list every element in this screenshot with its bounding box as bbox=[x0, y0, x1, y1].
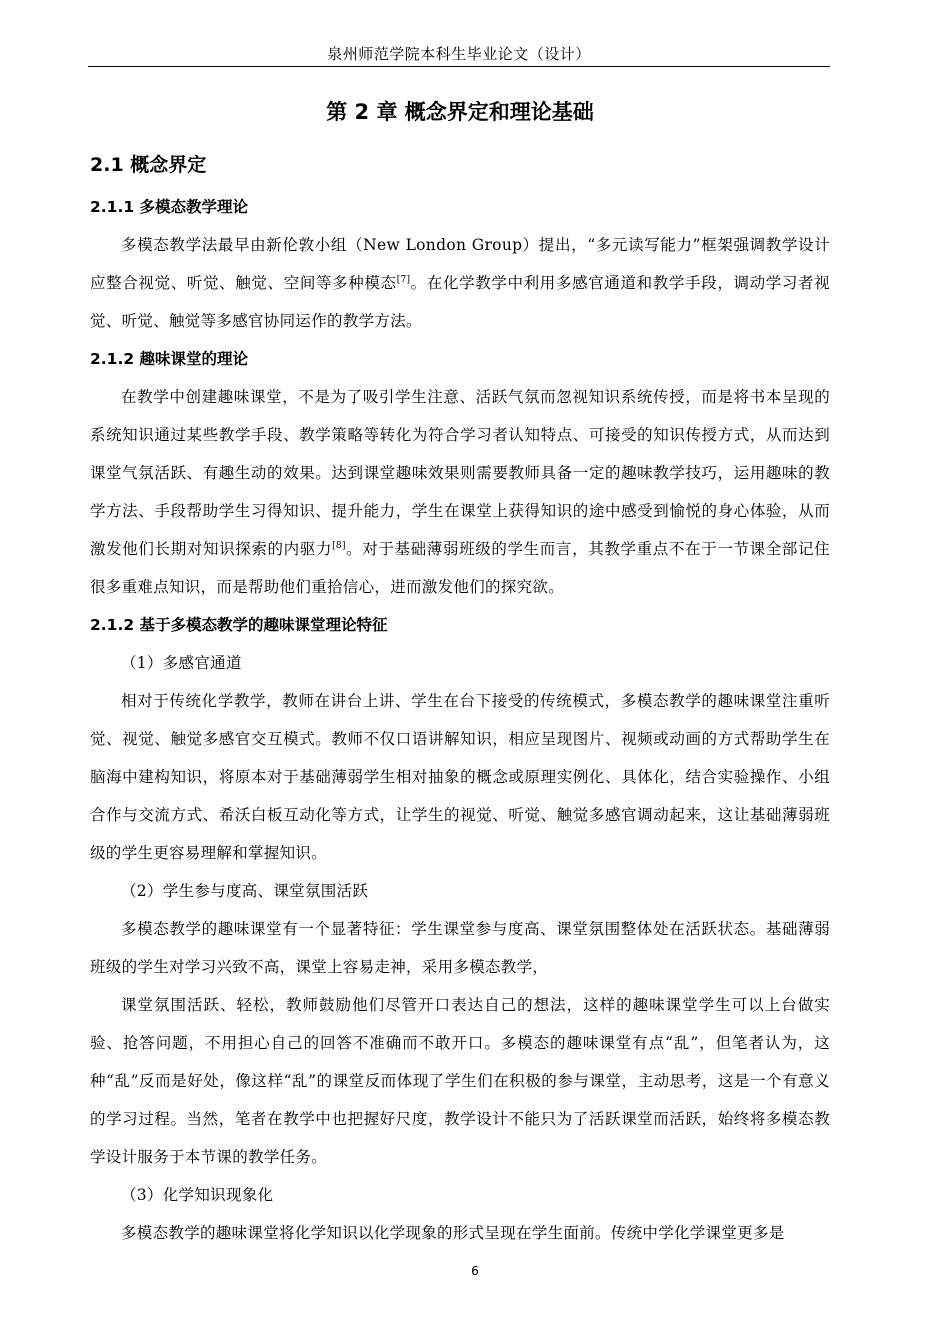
section-heading-2-1: 2.1 概念界定 bbox=[90, 154, 207, 176]
paragraph-text: 多模态教学法最早由新伦敦小组（New London Group）提出，“多元读写能力”框架强调教学设计应整合视觉、听觉、触觉、空间等多种模态 bbox=[90, 236, 830, 292]
paragraph-text: 。对于基础薄弱班级的学生而言，其教学重点不在于一节课全部记住很多重难点知识，而是帮助他们重拾信心，进而激发他们的探究欲。 bbox=[90, 540, 830, 596]
list-item-heading: （1）多感官通道 bbox=[121, 654, 242, 672]
paragraph bbox=[90, 378, 830, 606]
paragraph: 相对于传统化学教学，教师在讲台上讲、学生在台下接受的传统模式，多模态教学的趣味课堂注重听觉、视觉、触觉多感官交互模式。教师不仅口语讲解知识，相应呈现图片、视频或动画的方式帮助学生在脑海中建构知识，将原本对于基础薄弱学生相对抽象的概念或原理实例化、具体化，结合实验操作、小组合作与交流方式、希沃白板互动化等方式，让学生的视觉、听觉、触觉多感官调动起来，这让基础薄弱班级的学生更容易理解和掌握知识。 bbox=[90, 692, 830, 862]
paragraph: 多模态教学的趣味课堂有一个显著特征：学生课堂参与度高、课堂氛围整体处在活跃状态。基础薄弱班级的学生对学习兴致不高，课堂上容易走神，采用多模态教学， bbox=[90, 920, 830, 976]
subsection-heading-2-1-2: 2.1.2 趣味课堂的理论 bbox=[90, 350, 249, 368]
paragraph: 多模态教学的趣味课堂将化学知识以化学现象的形式呈现在学生面前。传统中学化学课堂更多是 bbox=[121, 1224, 785, 1242]
running-header: 泉州师范学院本科生毕业论文（设计） bbox=[327, 45, 591, 63]
list-item-heading: （3）化学知识现象化 bbox=[121, 1186, 274, 1204]
list-item-heading: （2）学生参与度高、课堂氛围活跃 bbox=[121, 882, 369, 900]
paragraph-text: 在教学中创建趣味课堂，不是为了吸引学生注意、活跃气氛而忽视知识系统传授，而是将书本呈现的系统知识通过某些教学手段、教学策略等转化为符合学习者认知特点、可接受的知识传授方式，从而达到课堂气氛活跃、有趣生动的效果。达到课堂趣味效果则需要教师具备一定的趣味教学技巧，运用趣味的教学方法、手段帮助学生习得知识、提升能力，学生在课堂上获得知识的途中感受到愉悦的身心体验，从而激发他们长期对知识探索的内驱力 bbox=[90, 388, 830, 558]
chapter-title: 第 2 章 概念界定和理论基础 bbox=[326, 100, 594, 124]
paragraph: 课堂氛围活跃、轻松，教师鼓励他们尽管开口表达自己的想法，这样的趣味课堂学生可以上台做实验、抢答问题，不用担心自己的回答不准确而不敢开口。多模态的趣味课堂有点“乱”，但笔者认为，这种“乱”反而是好处，像这样“乱”的课堂反而体现了学生们在积极的参与课堂，主动思考，这是一个有意义的学习过程。当然，笔者在教学中也把握好尺度，教学设计不能只为了活跃课堂而活跃，始终将多模态教学设计服务于本节课的教学任务。 bbox=[90, 996, 830, 1166]
header-rule bbox=[88, 66, 830, 67]
citation: [7] bbox=[396, 274, 411, 285]
subsection-heading-features: 2.1.2 基于多模态教学的趣味课堂理论特征 bbox=[90, 616, 388, 634]
page-content bbox=[90, 96, 830, 1252]
citation: [8] bbox=[332, 540, 346, 551]
paragraph-text: 。在化学教学中利用多感官通道和教学手段，调动学习者视觉、听觉、触觉等多感官协同运作的教学方法。 bbox=[90, 274, 831, 330]
page-number: 6 bbox=[471, 1264, 479, 1278]
subsection-heading-2-1-1: 2.1.1 多模态教学理论 bbox=[90, 198, 249, 216]
paragraph bbox=[90, 226, 830, 340]
